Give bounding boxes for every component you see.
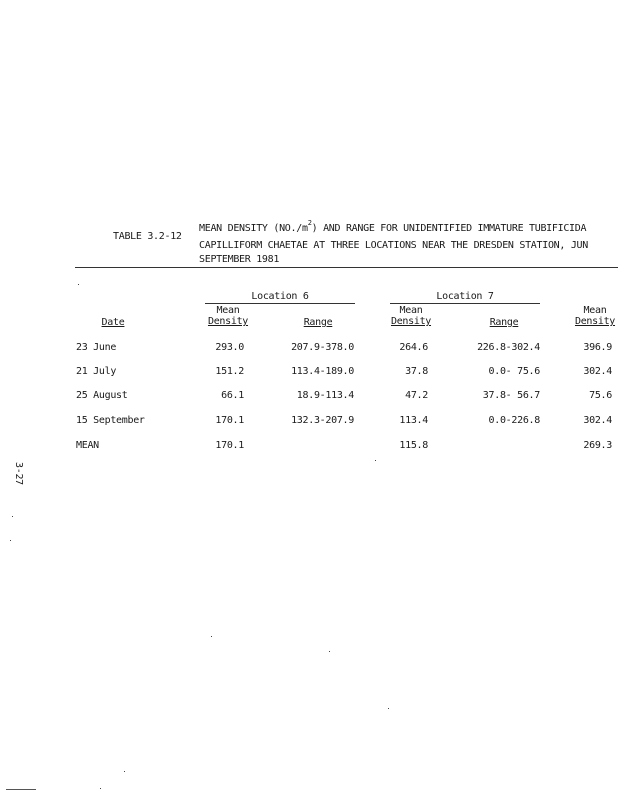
scan-speck [10,540,11,541]
loc7-range-header: Range [489,317,519,328]
loc6-range: 132.3-207.9 [291,415,354,426]
scan-speck [100,788,101,789]
loc8-mean: 302.4 [583,366,612,377]
scan-speck [388,708,389,709]
row-date: 23 June [76,342,117,353]
loc8-mean: 75.6 [589,390,612,401]
scan-speck [124,771,125,772]
location-6-header: Location 6 [251,291,309,302]
row-date: 21 July [76,366,117,377]
loc7-mean: 115.8 [399,440,428,451]
scan-speck [329,651,330,652]
loc8-mean: 396.9 [583,342,612,353]
row-date: 15 September [76,415,145,426]
table-label: TABLE 3.2-12 [113,231,182,242]
table-title-line-3: SEPTEMBER 1981 [199,254,280,265]
scan-speck [375,460,376,461]
location-7-header: Location 7 [436,291,494,302]
loc6-mean: 170.1 [215,415,244,426]
scan-speck [78,284,79,285]
loc7-range: 0.0- 75.6 [488,366,540,377]
loc6-range: 18.9-113.4 [296,390,354,401]
loc7-mean: 264.6 [399,342,428,353]
loc7-mean: 47.2 [405,390,428,401]
loc7-mean: 113.4 [399,415,428,426]
row-date: MEAN [76,440,99,451]
loc6-range: 113.4-189.0 [291,366,354,377]
scan-speck [12,516,13,517]
location-7-rule [390,303,540,304]
row-date: 25 August [76,390,128,401]
loc8-mean: 302.4 [583,415,612,426]
loc8-mean-header: Mean Density [574,305,616,327]
table-title-line-1: MEAN DENSITY $(NO./m^2)$ AND RANGE FOR UNIDENTIFIED IMMATURE TUBIFICIDA [199,219,587,234]
scan-speck [211,636,212,637]
top-rule [75,267,618,268]
loc6-range-header: Range [303,317,333,328]
loc7-mean-header: Mean Density [390,305,432,327]
loc6-range: 207.9-378.0 [291,342,354,353]
side-page-number: 3-27 [13,462,24,485]
loc7-mean: 37.8 [405,366,428,377]
loc6-mean: 170.1 [215,440,244,451]
loc7-range: 37.8- 56.7 [482,390,540,401]
loc6-mean: 66.1 [221,390,244,401]
loc6-mean: 293.0 [215,342,244,353]
scan-mark-bottom [6,789,36,790]
location-6-rule [205,303,355,304]
loc8-mean: 269.3 [583,440,612,451]
loc6-mean-header: Mean Density [207,305,249,327]
loc7-range: 226.8-302.4 [477,342,540,353]
date-header: Date [101,317,125,328]
loc7-range: 0.0-226.8 [488,415,540,426]
loc6-mean: 151.2 [215,366,244,377]
table-title-line-2: CAPILLIFORM CHAETAE AT THREE LOCATIONS NEAR THE DRESDEN STATION, JUN [199,240,588,251]
